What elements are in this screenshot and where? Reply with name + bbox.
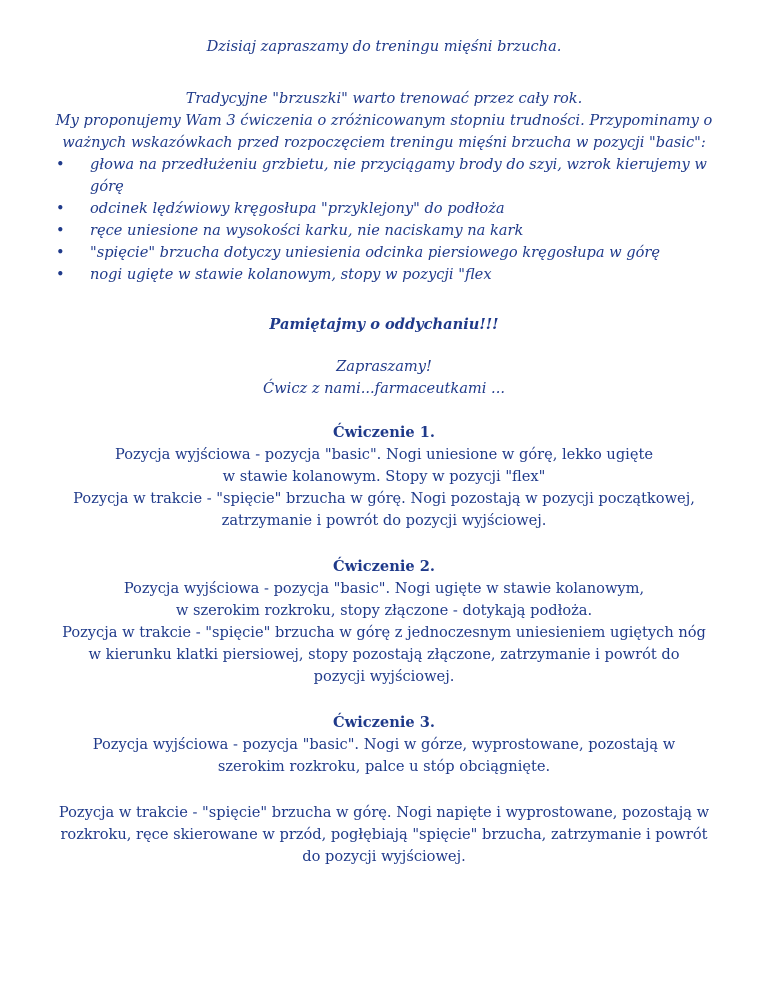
exercise-1-line: Pozycja wyjściowa - pozycja "basic". Nogi uniesione w górę, lekko ugięte	[115, 446, 653, 463]
exercise-2-line: Pozycja wyjściowa - pozycja "basic". Nogi ugięte w stawie kolanowym,	[123, 580, 645, 597]
exercise-3-line: rozkroku, ręce skierowane w przód, pogłębiają "spięcie" brzucha, zatrzymanie i powrót	[60, 826, 708, 843]
intro-line-1: Dzisiaj zapraszamy do treningu mięśni brzucha.	[206, 38, 562, 55]
bullet-icon: •	[56, 156, 65, 173]
list-item-text: głowa na przedłużeniu grzbietu, nie przyciągamy brody do szyi, wzrok kierujemy w	[90, 156, 707, 173]
bullet-icon: •	[56, 244, 65, 261]
list-item-text: "spięcie" brzucha dotyczy uniesienia odcinka piersiowego kręgosłupa w górę	[90, 244, 661, 261]
invite-line-1: Zapraszamy!	[336, 358, 432, 375]
exercise-1-title: Ćwiczenie 1.	[333, 424, 435, 441]
intro-line-2: Tradycyjne "brzuszki" warto trenować przez cały rok.	[185, 90, 583, 107]
bullet-icon: •	[56, 266, 65, 283]
exercise-2-title: Ćwiczenie 2.	[333, 558, 435, 575]
bullet-icon: •	[56, 222, 65, 239]
exercise-2-line: w szerokim rozkroku, stopy złączone - dotykają podłoża.	[175, 602, 593, 619]
list-item-text: nogi ugięte w stawie kolanowym, stopy w pozycji "flex	[90, 266, 492, 283]
list-item-text: górę	[90, 178, 124, 195]
exercise-1-line: Pozycja w trakcie - "spięcie" brzucha w górę. Nogi pozostają w pozycji początkowej,	[73, 490, 695, 507]
exercise-2-line: Pozycja w trakcie - "spięcie" brzucha w górę z jednoczesnym uniesieniem ugiętych nóg	[62, 624, 706, 641]
exercise-3-title: Ćwiczenie 3.	[333, 714, 435, 731]
list-item-text: odcinek lędźwiowy kręgosłupa "przyklejony" do podłoża	[90, 200, 505, 217]
intro-line-3: My proponujemy Wam 3 ćwiczenia o zróżnicowanym stopniu trudności. Przypominamy o	[55, 112, 713, 129]
exercise-3-line: Pozycja w trakcie - "spięcie" brzucha w górę. Nogi napięte i wyprostowane, pozostają w	[58, 804, 710, 821]
list-item-text: ręce uniesione na wysokości karku, nie naciskamy na kark	[90, 222, 524, 239]
exercise-3-line: do pozycji wyjściowej.	[302, 848, 466, 865]
intro-line-4: ważnych wskazówkach przed rozpoczęciem treningu mięśni brzucha w pozycji "basic":	[62, 134, 706, 151]
invite-line-2: Ćwicz z nami...farmaceutkami ...	[263, 380, 505, 397]
exercise-1-line: zatrzymanie i powrót do pozycji wyjściowej.	[221, 512, 547, 529]
exercise-3-line: szerokim rozkroku, palce u stóp obciągnięte.	[217, 758, 551, 775]
exercise-1-line: w stawie kolanowym. Stopy w pozycji "flex"	[222, 468, 546, 485]
exercise-2-line: pozycji wyjściowej.	[313, 668, 455, 685]
bullet-icon: •	[56, 200, 65, 217]
exercise-2-line: w kierunku klatki piersiowej, stopy pozostają złączone, zatrzymanie i powrót do	[88, 646, 680, 663]
exercise-3-line: Pozycja wyjściowa - pozycja "basic". Nogi w górze, wyprostowane, pozostają w	[92, 736, 676, 753]
breathing-reminder: Pamiętajmy o oddychaniu!!!	[269, 316, 499, 333]
